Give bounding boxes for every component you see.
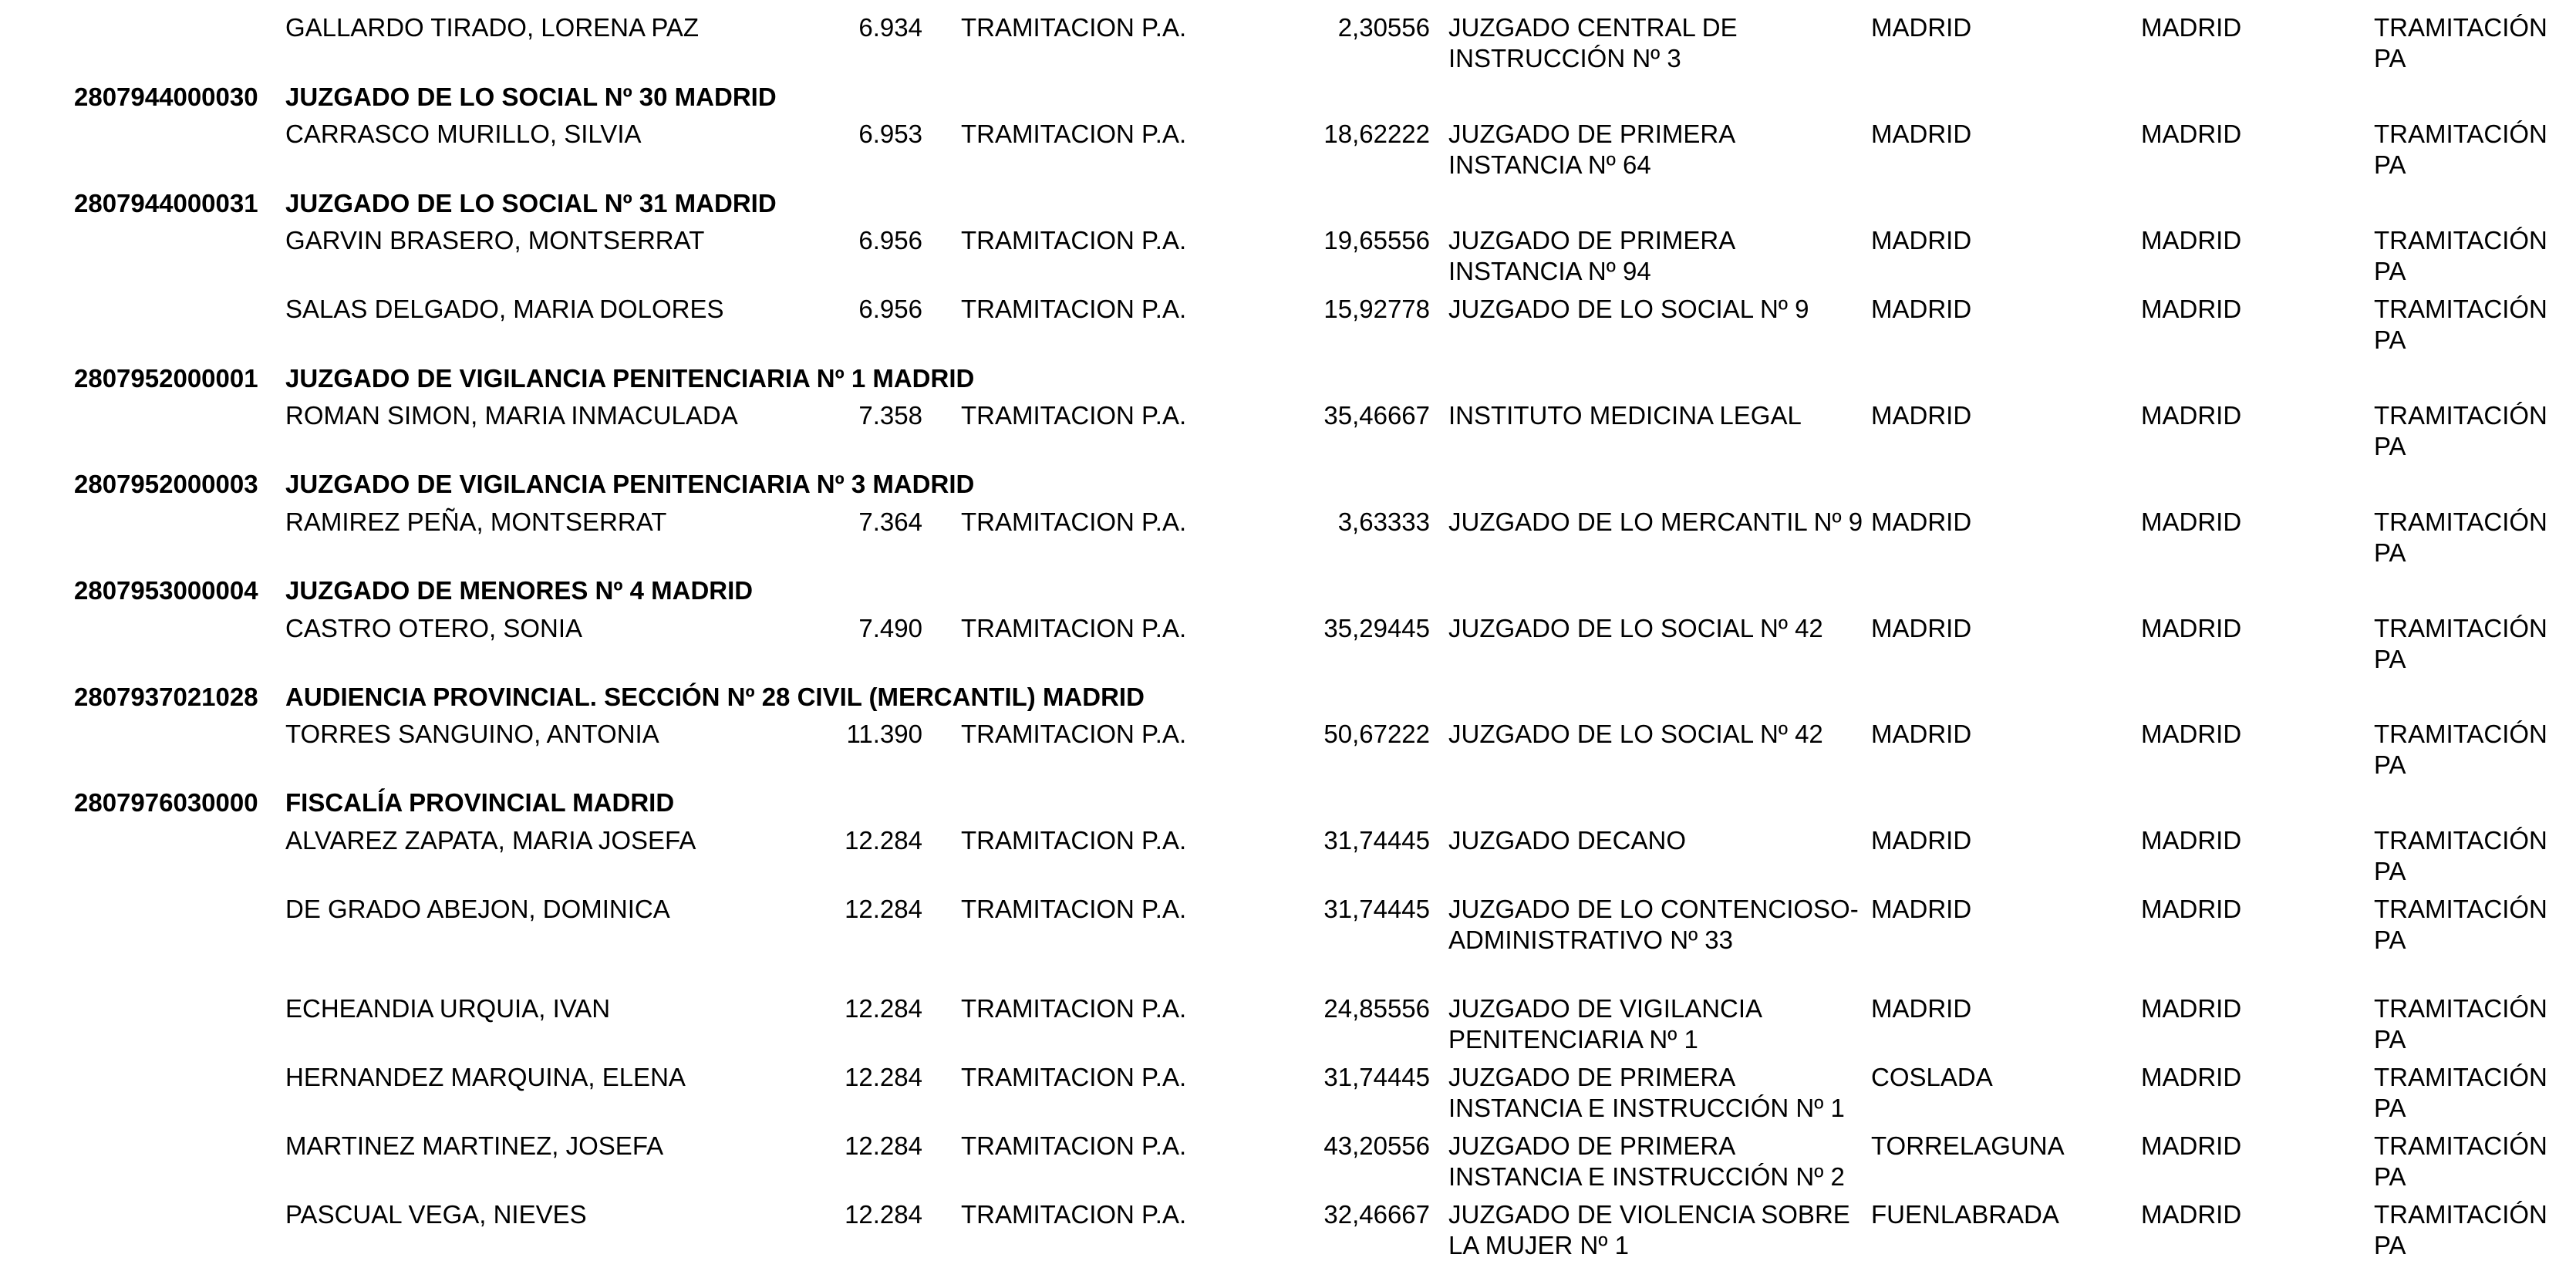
province: MADRID (2141, 295, 2242, 323)
court-name: FISCALÍA PROVINCIAL MADRID (285, 788, 675, 817)
province: MADRID (2141, 1200, 2242, 1229)
plaza-number: 12.284 (845, 1131, 922, 1160)
cuerpo: TRAMITACION P.A. (961, 994, 1187, 1023)
court-code: 2807937021028 (74, 683, 258, 711)
court-name: JUZGADO DE VIGILANCIA PENITENCIARIA Nº 1 MADRID (285, 364, 975, 393)
locality: COSLADA (1871, 1063, 1993, 1091)
province: MADRID (2141, 507, 2242, 536)
points: 3,63333 (1337, 507, 1430, 536)
person-name: TORRES SANGUINO, ANTONIA (285, 720, 659, 748)
points: 24,85556 (1323, 994, 1430, 1023)
current-destination: JUZGADO CENTRAL DE INSTRUCCIÓN Nº 3 (1448, 13, 1738, 72)
current-destination: JUZGADO DE VIOLENCIA SOBRE LA MUJER Nº 1 (1448, 1200, 1850, 1259)
person-name: RAMIREZ PEÑA, MONTSERRAT (285, 507, 667, 536)
locality: MADRID (1871, 994, 1972, 1023)
person-name: CASTRO OTERO, SONIA (285, 614, 583, 642)
person-name: DE GRADO ABEJON, DOMINICA (285, 895, 670, 923)
body-type: TRAMITACIÓN PA (2374, 401, 2547, 460)
locality: MADRID (1871, 614, 1972, 642)
cuerpo: TRAMITACION P.A. (961, 401, 1187, 430)
current-destination: JUZGADO DE VIGILANCIA PENITENCIARIA Nº 1 (1448, 994, 1762, 1054)
body-type: TRAMITACIÓN PA (2374, 295, 2547, 354)
province: MADRID (2141, 13, 2242, 42)
province: MADRID (2141, 826, 2242, 855)
current-destination: JUZGADO DE PRIMERA INSTANCIA E INSTRUCCIÓN Nº 2 (1448, 1131, 1845, 1191)
court-code: 2807952000001 (74, 364, 258, 393)
plaza-number: 11.390 (846, 720, 922, 748)
plaza-number: 7.364 (858, 507, 922, 536)
current-destination: JUZGADO DE LO CONTENCIOSO-ADMINISTRATIVO Nº 33 (1448, 895, 1859, 954)
court-name: JUZGADO DE LO SOCIAL Nº 31 MADRID (285, 189, 777, 217)
plaza-number: 6.956 (858, 295, 922, 323)
cuerpo: TRAMITACION P.A. (961, 1200, 1187, 1229)
locality: MADRID (1871, 720, 1972, 748)
body-type: TRAMITACIÓN PA (2374, 120, 2547, 179)
plaza-number: 12.284 (845, 1063, 922, 1091)
body-type: TRAMITACIÓN PA (2374, 614, 2547, 673)
person-name: CARRASCO MURILLO, SILVIA (285, 120, 642, 148)
locality: MADRID (1871, 226, 1972, 255)
points: 31,74445 (1323, 895, 1430, 923)
province: MADRID (2141, 895, 2242, 923)
locality: FUENLABRADA (1871, 1200, 2059, 1229)
body-type: TRAMITACIÓN PA (2374, 226, 2547, 285)
points: 2,30556 (1337, 13, 1430, 42)
points: 43,20556 (1323, 1131, 1430, 1160)
current-destination: JUZGADO DE PRIMERA INSTANCIA Nº 64 (1448, 120, 1735, 179)
province: MADRID (2141, 720, 2242, 748)
body-type: TRAMITACIÓN PA (2374, 720, 2547, 779)
cuerpo: TRAMITACION P.A. (961, 507, 1187, 536)
current-destination: JUZGADO DE LO SOCIAL Nº 42 (1448, 720, 1823, 748)
person-name: ALVAREZ ZAPATA, MARIA JOSEFA (285, 826, 696, 855)
locality: MADRID (1871, 120, 1972, 148)
court-code: 2807976030000 (74, 788, 258, 817)
current-destination: JUZGADO DE LO SOCIAL Nº 9 (1448, 295, 1809, 323)
person-name: GALLARDO TIRADO, LORENA PAZ (285, 13, 700, 42)
points: 35,29445 (1323, 614, 1430, 642)
points: 32,46667 (1323, 1200, 1430, 1229)
person-name: SALAS DELGADO, MARIA DOLORES (285, 295, 724, 323)
person-name: HERNANDEZ MARQUINA, ELENA (285, 1063, 686, 1091)
locality: TORRELAGUNA (1871, 1131, 2065, 1160)
cuerpo: TRAMITACION P.A. (961, 614, 1187, 642)
points: 31,74445 (1323, 826, 1430, 855)
province: MADRID (2141, 994, 2242, 1023)
points: 50,67222 (1323, 720, 1430, 748)
court-name: JUZGADO DE VIGILANCIA PENITENCIARIA Nº 3 MADRID (285, 470, 975, 498)
locality: MADRID (1871, 507, 1972, 536)
person-name: GARVIN BRASERO, MONTSERRAT (285, 226, 705, 255)
plaza-number: 7.358 (858, 401, 922, 430)
court-code: 2807952000003 (74, 470, 258, 498)
cuerpo: TRAMITACION P.A. (961, 1063, 1187, 1091)
plaza-number: 7.490 (858, 614, 922, 642)
court-code: 2807944000031 (74, 189, 258, 217)
court-name: JUZGADO DE LO SOCIAL Nº 30 MADRID (285, 83, 777, 111)
current-destination: JUZGADO DE LO MERCANTIL Nº 9 (1448, 507, 1863, 536)
cuerpo: TRAMITACION P.A. (961, 826, 1187, 855)
locality: MADRID (1871, 13, 1972, 42)
person-name: PASCUAL VEGA, NIEVES (285, 1200, 587, 1229)
locality: MADRID (1871, 401, 1972, 430)
body-type: TRAMITACIÓN PA (2374, 1063, 2547, 1122)
cuerpo: TRAMITACION P.A. (961, 120, 1187, 148)
plaza-number: 12.284 (845, 1200, 922, 1229)
current-destination: JUZGADO DE PRIMERA INSTANCIA E INSTRUCCIÓN Nº 1 (1448, 1063, 1845, 1122)
locality: MADRID (1871, 895, 1972, 923)
body-type: TRAMITACIÓN PA (2374, 994, 2547, 1054)
person-name: MARTINEZ MARTINEZ, JOSEFA (285, 1131, 664, 1160)
plaza-number: 6.953 (858, 120, 922, 148)
body-type: TRAMITACIÓN PA (2374, 1131, 2547, 1191)
court-code: 2807953000004 (74, 576, 258, 605)
province: MADRID (2141, 401, 2242, 430)
cuerpo: TRAMITACION P.A. (961, 13, 1187, 42)
locality: MADRID (1871, 826, 1972, 855)
province: MADRID (2141, 120, 2242, 148)
body-type: TRAMITACIÓN PA (2374, 895, 2547, 954)
plaza-number: 6.956 (858, 226, 922, 255)
body-type: TRAMITACIÓN PA (2374, 826, 2547, 885)
points: 15,92778 (1323, 295, 1430, 323)
current-destination: INSTITUTO MEDICINA LEGAL (1448, 401, 1802, 430)
cuerpo: TRAMITACION P.A. (961, 1131, 1187, 1160)
plaza-number: 12.284 (845, 895, 922, 923)
current-destination: JUZGADO DE PRIMERA INSTANCIA Nº 94 (1448, 226, 1735, 285)
plaza-number: 12.284 (845, 994, 922, 1023)
points: 18,62222 (1323, 120, 1430, 148)
court-name: JUZGADO DE MENORES Nº 4 MADRID (285, 576, 754, 605)
plaza-number: 6.934 (858, 13, 922, 42)
province: MADRID (2141, 1131, 2242, 1160)
person-name: ROMAN SIMON, MARIA INMACULADA (285, 401, 738, 430)
body-type: TRAMITACIÓN PA (2374, 13, 2547, 72)
province: MADRID (2141, 1063, 2242, 1091)
court-name: AUDIENCIA PROVINCIAL. SECCIÓN Nº 28 CIVIL (MERCANTIL) MADRID (285, 683, 1145, 711)
plaza-number: 12.284 (845, 826, 922, 855)
province: MADRID (2141, 614, 2242, 642)
province: MADRID (2141, 226, 2242, 255)
current-destination: JUZGADO DECANO (1448, 826, 1687, 855)
points: 31,74445 (1323, 1063, 1430, 1091)
court-code: 2807944000030 (74, 83, 258, 111)
locality: MADRID (1871, 295, 1972, 323)
body-type: TRAMITACIÓN PA (2374, 1200, 2547, 1259)
cuerpo: TRAMITACION P.A. (961, 295, 1187, 323)
points: 19,65556 (1323, 226, 1430, 255)
points: 35,46667 (1323, 401, 1430, 430)
person-name: ECHEANDIA URQUIA, IVAN (285, 994, 611, 1023)
current-destination: JUZGADO DE LO SOCIAL Nº 42 (1448, 614, 1823, 642)
body-type: TRAMITACIÓN PA (2374, 507, 2547, 567)
cuerpo: TRAMITACION P.A. (961, 720, 1187, 748)
cuerpo: TRAMITACION P.A. (961, 226, 1187, 255)
cuerpo: TRAMITACION P.A. (961, 895, 1187, 923)
